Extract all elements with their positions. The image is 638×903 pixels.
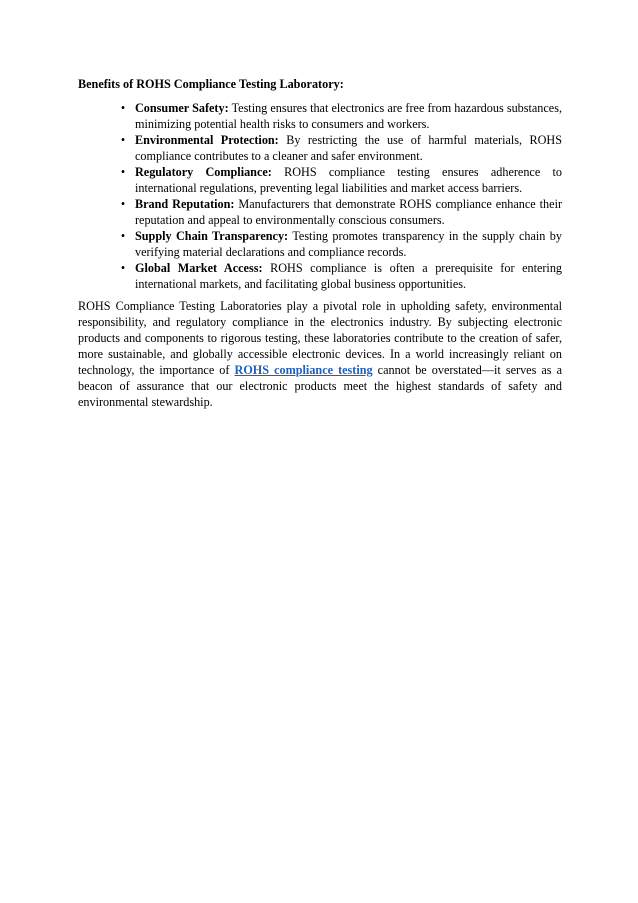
list-item [120, 260, 563, 292]
benefits-list [78, 100, 562, 292]
list-item [120, 228, 562, 260]
bullet-icon: • [120, 197, 126, 211]
benefit-description: ROHS compliance is often a prerequisite for entering international markets, and facilitating global business opportunities. [135, 261, 563, 291]
benefit-description: Manufacturers that demonstrate ROHS compliance enhance their reputation and appeal to environmentally conscious consumers. [135, 197, 563, 227]
benefit-description: ROHS compliance testing ensures adherence to international regulations, preventing legal liabilities and market access barriers. [135, 165, 562, 195]
benefit-description: Testing ensures that electronics are free from hazardous substances, minimizing potential health risks to consumers and workers. [135, 101, 563, 131]
benefit-title: Consumer Safety: [135, 101, 229, 115]
bullet-icon: • [120, 133, 126, 147]
bullet-icon: • [120, 101, 126, 115]
benefit-title: Supply Chain Transparency: [135, 229, 289, 243]
bullet-icon: • [120, 165, 126, 179]
bullet-icon: • [120, 261, 126, 275]
benefit-title: Global Market Access: [135, 261, 263, 275]
conclusion-text-start: ROHS Compliance Testing Laboratories play a pivotal role in upholding safety, environmental responsibility, and regulatory compliance in the electronics industry. By subjecting electronic products and components to rigorous testing, these laboratories contribute to the creation of safer, more sustainable, and globally accessible electronic devices. In a world increasingly reliant on technology, the importance of [78, 299, 562, 377]
conclusion-text-end: cannot be overstated—it serves as a beacon of assurance that our electronic products meet the highest standards of safety and environmental stewardship. [78, 363, 562, 409]
list-item [120, 100, 563, 132]
benefit-description: By restricting the use of harmful materials, ROHS compliance contributes to a cleaner and safer environment. [135, 133, 563, 163]
list-item [120, 196, 563, 228]
benefit-title: Regulatory Compliance: [135, 165, 272, 179]
conclusion-paragraph [78, 298, 562, 410]
bullet-icon: • [120, 229, 126, 243]
benefit-description: Testing promotes transparency in the supply chain by verifying material declarations and compliance records. [135, 229, 562, 259]
benefit-title: Environmental Protection: [135, 133, 279, 147]
list-item [120, 132, 563, 164]
benefit-title: Brand Reputation: [135, 197, 235, 211]
rohs-compliance-testing-link[interactable]: ROHS compliance testing [234, 363, 373, 377]
document-content [78, 76, 562, 410]
list-item [120, 164, 562, 196]
section-heading: Benefits of ROHS Compliance Testing Laboratory: [78, 77, 344, 91]
